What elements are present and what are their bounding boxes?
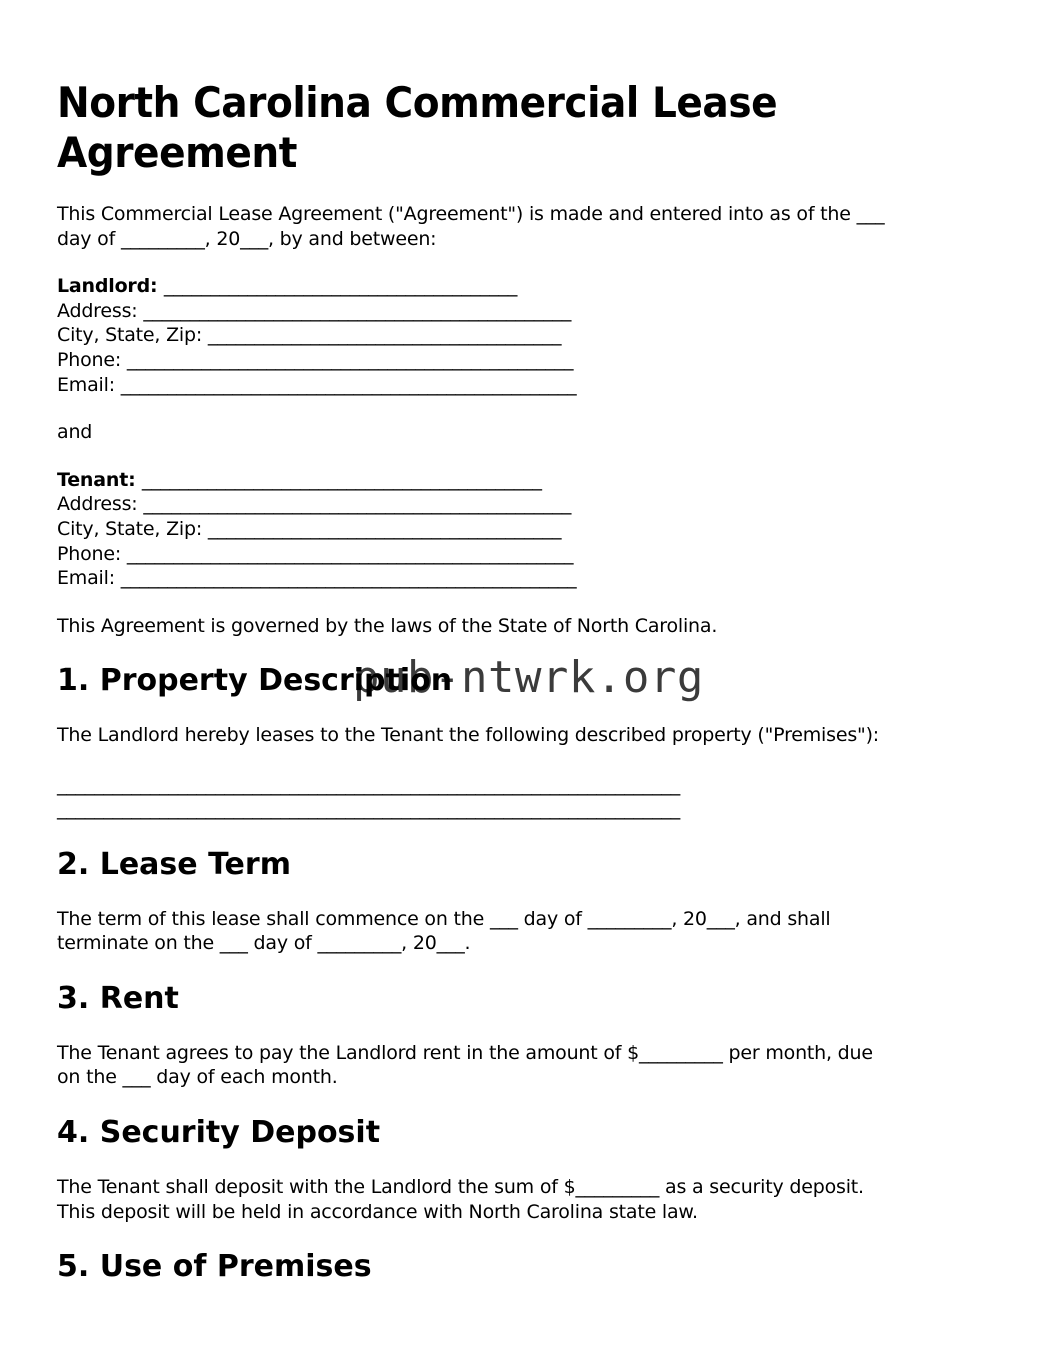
section-lease-term: [57, 846, 1015, 956]
landlord-email-row: [57, 373, 1015, 398]
tenant-address-row: [57, 492, 1015, 517]
landlord-name-blank: ______________________________________: [163, 275, 518, 298]
landlord-city-blank: ______________________________________: [207, 324, 562, 347]
section-heading-use-of-premises: 5. Use of Premises: [57, 1249, 372, 1285]
blank-spacer: [57, 748, 1015, 773]
section-rent: [57, 980, 1015, 1090]
landlord-address-row: [57, 299, 1015, 324]
connector-text: and: [57, 421, 93, 444]
rent-paragraph: The Tenant agrees to pay the Landlord rent in the amount of $_________ per month, due on the ___ day of each month.: [57, 1041, 873, 1089]
property-description-paragraph: The Landlord hereby leases to the Tenant the following described property ("Premises"): ___________________________________________________________________ ___________________________________________________________________: [57, 723, 1015, 821]
tenant-address-label: Address:: [57, 493, 144, 516]
property-blank-line-1: ___________________________________________________________________: [57, 773, 681, 796]
security-deposit-paragraph: The Tenant shall deposit with the Landlord the sum of $_________ as a security deposit. This deposit will be held in accordance with North Carolina state law.: [57, 1176, 864, 1223]
landlord-phone-label: Phone:: [57, 348, 127, 371]
tenant-name-blank: ___________________________________________: [141, 468, 542, 491]
tenant-label: Tenant:: [57, 468, 142, 491]
title-line-2: Agreement: [57, 128, 297, 177]
title-line-1: North Carolina Commercial Lease: [57, 78, 778, 127]
tenant-email-blank: _________________________________________________: [120, 567, 577, 590]
landlord-name-row: [57, 274, 1015, 299]
intro-paragraph: [57, 202, 1015, 251]
section-heading-property-description: 1. Property Description: [57, 663, 453, 699]
landlord-block: [57, 274, 1015, 397]
governing-law-paragraph: This Agreement is governed by the laws of the State of North Carolina.: [57, 614, 718, 637]
tenant-address-blank: ______________________________________________: [143, 493, 572, 516]
landlord-city-label: City, State, Zip:: [57, 324, 208, 347]
tenant-phone-label: Phone:: [57, 542, 127, 565]
tenant-phone-blank: ________________________________________________: [126, 542, 574, 565]
section-heading-security-deposit: 4. Security Deposit: [57, 1115, 381, 1151]
lease-term-paragraph: The term of this lease shall commence on the ___ day of _________, 20___, and shall terminate on the ___ day of _________, 20___.: [57, 907, 831, 955]
section-use-of-premises: [57, 1248, 1015, 1285]
landlord-phone-row: [57, 348, 1015, 373]
intro-line-1: This Commercial Lease Agreement ("Agreement") is made and entered into as of the ___: [57, 203, 885, 225]
tenant-email-label: Email:: [57, 567, 121, 590]
landlord-city-row: [57, 323, 1015, 348]
document-title: [57, 78, 1015, 178]
section-property-description: [57, 662, 1015, 821]
tenant-city-label: City, State, Zip:: [57, 517, 208, 540]
landlord-address-label: Address:: [57, 299, 144, 322]
tenant-city-blank: ______________________________________: [207, 517, 562, 540]
tenant-name-row: [57, 468, 1015, 493]
property-blank-line-2: ___________________________________________________________________: [57, 798, 681, 821]
landlord-label: Landlord:: [57, 275, 164, 298]
tenant-block: [57, 468, 1015, 591]
landlord-email-blank: _________________________________________________: [120, 373, 577, 396]
intro-line-2: day of _________, 20___, by and between:: [57, 227, 437, 250]
section-security-deposit: [57, 1114, 1015, 1224]
watermark-text: pub-ntwrk.org: [353, 652, 704, 703]
section-heading-rent: 3. Rent: [57, 980, 179, 1016]
landlord-phone-blank: ________________________________________________: [126, 348, 574, 371]
landlord-address-blank: ______________________________________________: [143, 299, 572, 322]
tenant-phone-row: [57, 542, 1015, 567]
landlord-email-label: Email:: [57, 373, 121, 396]
tenant-city-row: [57, 517, 1015, 542]
tenant-email-row: [57, 566, 1015, 591]
section-heading-lease-term: 2. Lease Term: [57, 846, 291, 882]
